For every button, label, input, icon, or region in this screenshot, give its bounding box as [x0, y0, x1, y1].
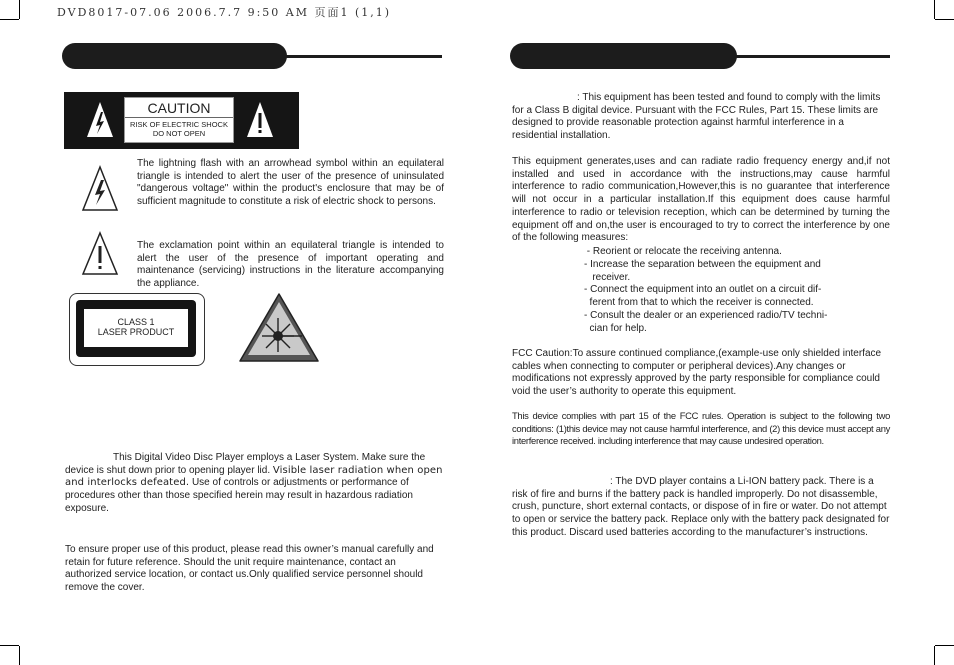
caution-label	[64, 92, 299, 149]
left-section-rule	[280, 55, 442, 58]
list-item: cian for help.	[584, 322, 647, 334]
exclamation-triangle-icon	[244, 99, 276, 141]
laser-para-controls: Use of controls or adjustments or performance of procedures other than those specified herein may result in hazardous radiation exposure.	[65, 477, 413, 514]
laser-label-line-1: CLASS 1	[117, 317, 155, 327]
laser-hazard-icon	[238, 292, 320, 364]
lightning-symbol-text: The lightning flash with an arrowhead symbol within an equilateral triangle is intended to alert the user of the presence of uninsulated "dangerous voltage" within the product's enclosure that may be of sufficient magnitude to constitute a risk of electric shock to persons.	[137, 158, 444, 208]
fcc-note-paragraph: : This equipment has been tested and found to comply with the limits for a Class B digital device. Pursuant with the FCC Rules, Part 15. These limits are designed to provide reasonable protection against harmful interference in a residential installation.	[512, 92, 881, 142]
crop-mark	[934, 0, 935, 19]
list-item: - Connect the equipment into an outlet on a circuit dif-	[584, 284, 822, 296]
exclamation-triangle-icon	[79, 230, 121, 278]
caution-line-2: DO NOT OPEN	[152, 129, 206, 138]
laser-label-frame	[76, 300, 196, 357]
crop-mark	[935, 645, 954, 646]
usage-paragraph: To ensure proper use of this product, please read this owner’s manual carefully and retain for future reference. Should the unit require maintenance, contact an authorized service location, or contact us.Only qualified service personnel should remove the cover.	[65, 544, 434, 594]
exclamation-symbol-text: The exclamation point within an equilateral triangle is intended to alert the user of the presence of important operating and maintenance (servicing) instructions in the literature accompanying the appliance.	[137, 240, 444, 290]
crop-mark	[19, 646, 20, 665]
list-item: - Consult the dealer or an experienced radio/TV techni-	[584, 309, 828, 321]
left-section-header-bar	[62, 43, 287, 69]
list-item: ferent from that to which the receiver is connected.	[584, 297, 814, 309]
interference-measures-list	[584, 246, 827, 336]
caution-panel	[124, 97, 234, 143]
crop-mark	[0, 645, 19, 646]
laser-system-paragraph	[65, 452, 443, 516]
laser-para-visible-radiation: Visible laser radiation when open and interlocks defeated.	[65, 464, 443, 489]
caution-line-1: RISK OF ELECTRIC SHOCK	[130, 120, 228, 129]
lightning-triangle-icon	[79, 164, 121, 214]
laser-para-line-2: device is shut down prior to opening player lid.	[65, 464, 271, 476]
rf-energy-paragraph: This equipment generates,uses and can radiate radio frequency energy and,if not installed and used in accordance with the instructions,may cause harmful interference to radio communication,However,this is no guarantee that interference will not occur in a particular installation.If this equipment does cause harmful interference to radio or television reception, which can be determined by turning the equipment off and on,the user is encouraged to try to correct the interference by one of the following measures:	[512, 156, 890, 244]
battery-warning-paragraph: : The DVD player contains a Li-ION battery pack. There is a risk of fire and burns if the battery pack is handled improperly. Do not disassemble, crush, puncture, short external contacts, or dispose of in fire or water. Do not attempt to open or service the battery pack. Replace only with the battery pack designated for this product. Discard used batteries according to the manufacturer’s instructions.	[512, 476, 890, 538]
crop-mark	[0, 19, 19, 20]
crop-mark	[935, 19, 954, 20]
list-item: - Increase the separation between the equipment and	[584, 258, 821, 270]
right-section-rule	[730, 55, 890, 58]
caution-title: CAUTION	[125, 99, 233, 118]
laser-label-line-2: LASER PRODUCT	[97, 327, 175, 337]
right-section-header-bar	[510, 43, 737, 69]
caution-subtext	[125, 120, 233, 138]
crop-mark	[19, 0, 20, 19]
laser-para-line-1: This Digital Video Disc Player employs a Laser System. Make sure the	[113, 452, 426, 463]
list-item: receiver.	[584, 271, 631, 283]
class1-laser-label	[69, 293, 205, 366]
crop-mark	[934, 646, 935, 665]
part15-paragraph: This device complies with part 15 of the FCC rules. Operation is subject to the following two conditions: (1)this device may not cause harmful interference, and (2) this device must accept any interference received. including interference that may cause undesired operation.	[512, 410, 890, 447]
lightning-triangle-icon	[84, 99, 116, 141]
print-header: DVD8017-07.06 2006.7.7 9:50 AM 页面1 (1,1)	[57, 6, 392, 19]
list-item: - Reorient or relocate the receiving antenna.	[584, 246, 782, 257]
laser-label-text	[84, 309, 188, 347]
fcc-caution-paragraph: FCC Caution:To assure continued compliance,(example-use only shielded interface cables when connecting to computer or peripheral devices).Any changes or modifications not expressly approved by the party responsible for compliance could void the user’s authority to operate this equipment.	[512, 348, 882, 398]
